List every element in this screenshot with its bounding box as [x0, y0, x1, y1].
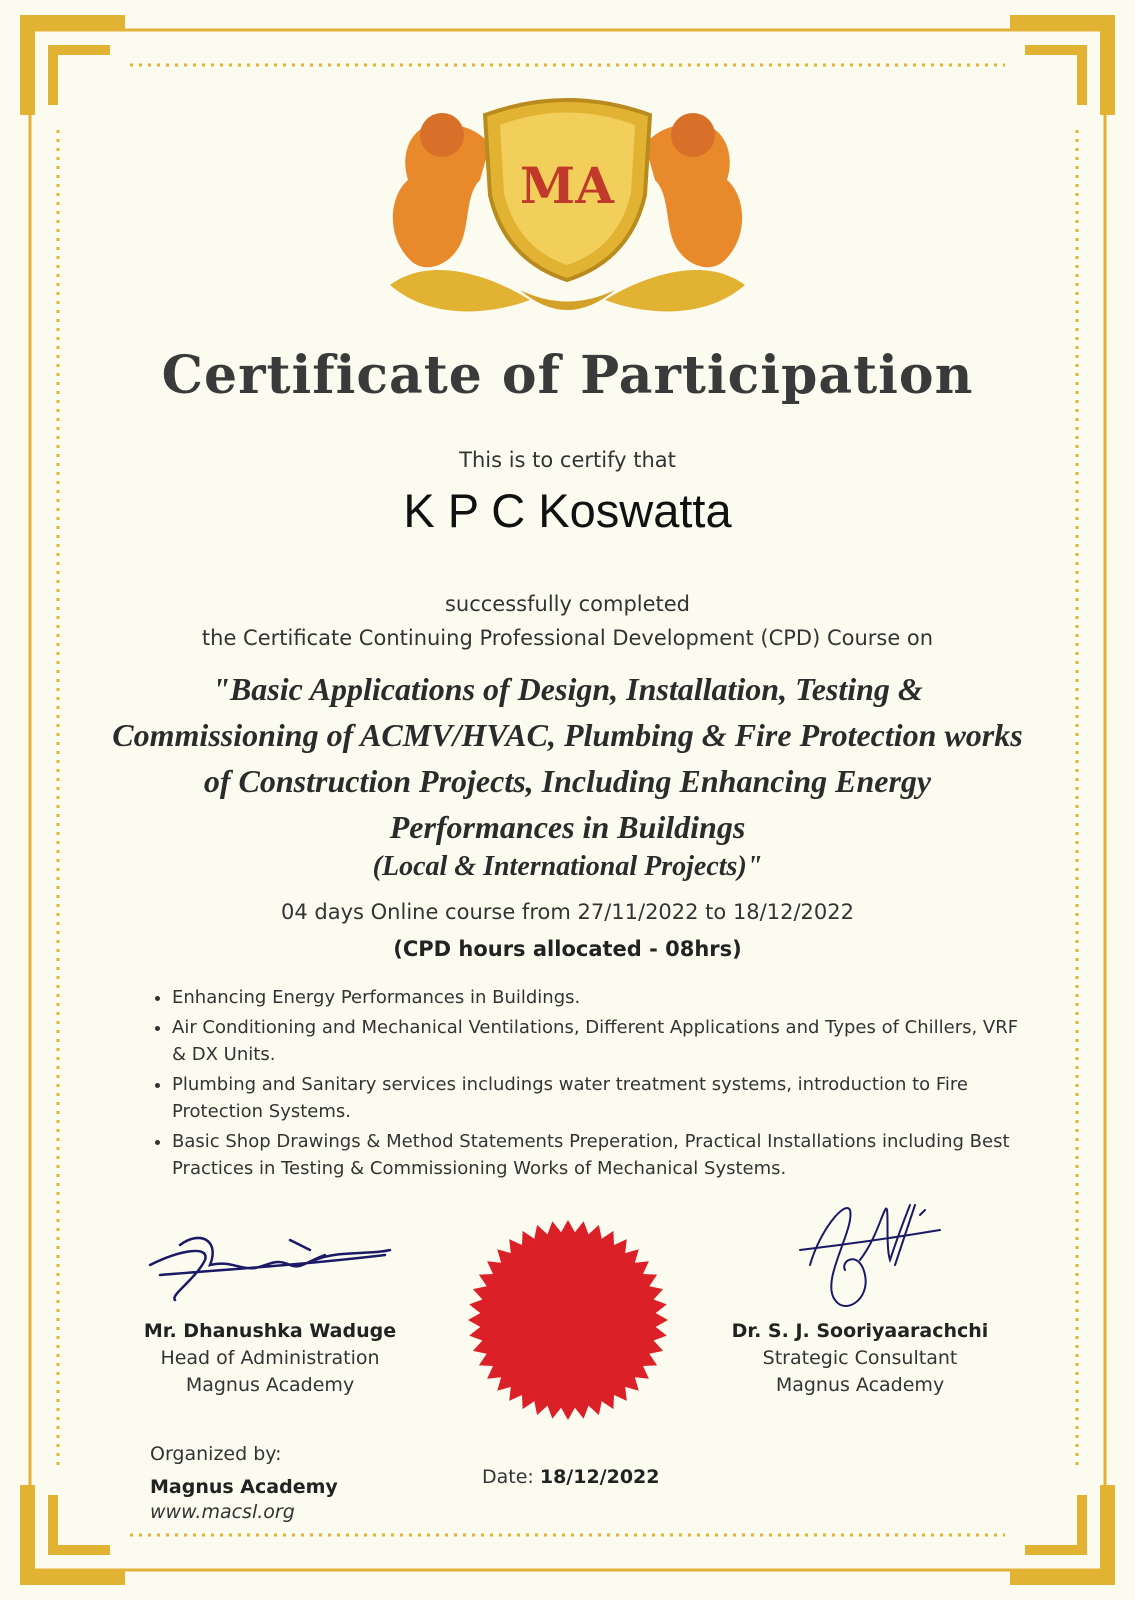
program-text: the Certificate Continuing Professional Development (CPD) Course on	[201, 626, 934, 650]
course-title: "Basic Applications of Design, Installation, Testing & Commissioning of ACMV/HVAC, Plumbing & Fire Protection works of Construction Projects, Including Enhancing Energy Performances in Buildings	[112, 671, 1023, 845]
academy-crest-logo	[370, 85, 765, 330]
signatory-name: Mr. Dhanushka Waduge	[143, 1320, 397, 1342]
red-seal-icon	[463, 1215, 673, 1425]
date-value: 18/12/2022	[539, 1466, 660, 1488]
cpd-hours: (CPD hours allocated - 08hrs)	[393, 937, 742, 961]
website-link[interactable]: www.macsl.org	[150, 1501, 295, 1523]
organizer-website[interactable]	[150, 1501, 295, 1523]
signatory-org: Magnus Academy	[775, 1374, 945, 1396]
signatory-org: Magnus Academy	[185, 1374, 355, 1396]
completed-text: successfully completed	[444, 592, 691, 616]
signature-right	[790, 1190, 950, 1315]
course-duration: 04 days Online course from 27/11/2022 to 18/12/2022	[281, 900, 854, 924]
certify-text: This is to certify that	[459, 448, 676, 472]
organized-by-label: Organized by:	[150, 1443, 282, 1465]
logo-monogram: MA	[519, 156, 615, 215]
signature-left	[140, 1220, 400, 1310]
signatory-left	[120, 1318, 420, 1399]
organizer-name: Magnus Academy	[150, 1476, 338, 1498]
list-item: • Basic Shop Drawings & Method Statements Preperation, Practical Installations including Best Practices in Testing & Commissioning Works of Mechanical Systems.	[172, 1128, 1022, 1182]
signatory-role: Strategic Consultant	[762, 1347, 958, 1369]
course-subtitle: (Local & International Projects)"	[372, 851, 763, 882]
list-item: • Plumbing and Sanitary services includings water treatment systems, introduction to Fire Protection Systems.	[172, 1071, 1022, 1125]
date-label: Date:	[482, 1466, 540, 1488]
list-item: • Enhancing Energy Performances in Buildings.	[172, 984, 1022, 1011]
list-item: • Air Conditioning and Mechanical Ventilations, Different Applications and Types of Chillers, VRF & DX Units.	[172, 1014, 1022, 1068]
topic-list	[148, 984, 1022, 1185]
signatory-role: Head of Administration	[160, 1347, 380, 1369]
recipient-name: K P C Koswatta	[403, 484, 732, 537]
issue-date	[482, 1466, 660, 1488]
signatory-name: Dr. S. J. Sooriyaarachchi	[731, 1320, 989, 1342]
certificate-title: Certificate of Participation	[161, 345, 974, 406]
signatory-right	[710, 1318, 1010, 1399]
